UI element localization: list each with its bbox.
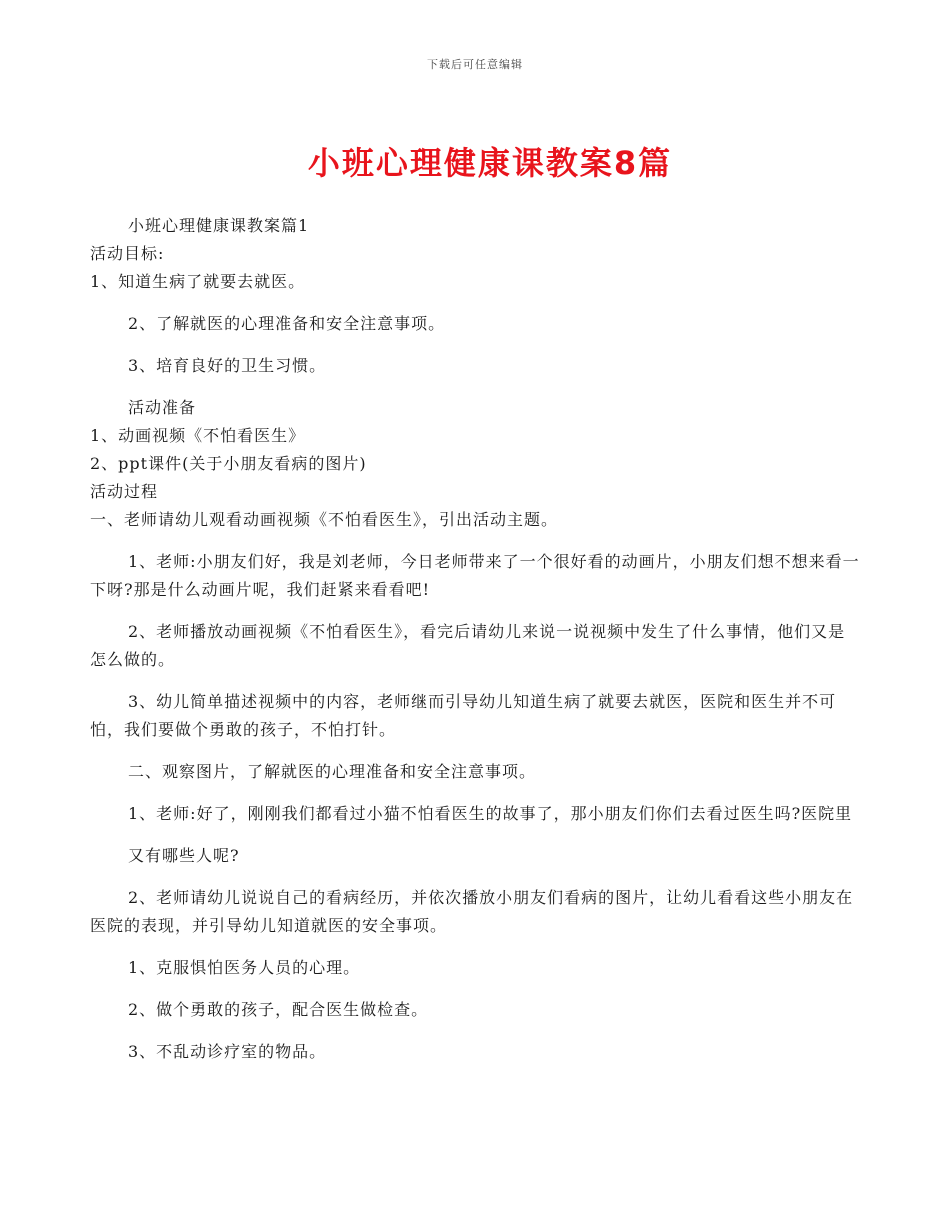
paragraph: 2、做个勇敢的孩子，配合医生做检查。 [128,1000,429,1019]
paragraph: 二、观察图片，了解就医的心理准备和安全注意事项。 [128,762,537,781]
section-heading: 小班心理健康课教案篇1 [128,216,310,235]
paragraph: 又有哪些人呢? [128,846,240,865]
paragraph: 活动过程 [90,482,159,501]
paragraph: 2、ppt课件(关于小朋友看病的图片) [90,454,367,473]
paragraph: 3、不乱动诊疗室的物品。 [128,1042,327,1061]
paragraph: 3、幼儿简单描述视频中的内容，老师继而引导幼儿知道生病了就要去就医，医院和医生并不可怕，我们要做个勇敢的孩子，不怕打针。 [90,692,837,739]
document-body [90,212,862,1066]
paragraph: 活动目标: [90,244,165,263]
header-note: 下载后可任意编辑 [427,58,523,71]
paragraph: 2、老师请幼儿说说自己的看病经历，并依次播放小朋友们看病的图片，让幼儿看看这些小朋友在医院的表现，并引导幼儿知道就医的安全事项。 [90,888,854,935]
paragraph: 1、知道生病了就要去就医。 [90,272,306,291]
paragraph: 活动准备 [128,398,197,417]
paragraph: 1、老师:好了，刚刚我们都看过小猫不怕看医生的故事了，那小朋友们你们去看过医生吗?医院里 [128,804,853,823]
paragraph: 1、老师:小朋友们好，我是刘老师，今日老师带来了一个很好看的动画片，小朋友们想不想来看一下呀?那是什么动画片呢，我们赶紧来看看吧! [90,552,860,599]
paragraph: 2、老师播放动画视频《不怕看医生》，看完后请幼儿来说一说视频中发生了什么事情，他们又是怎么做的。 [90,622,846,669]
paragraph: 1、克服惧怕医务人员的心理。 [128,958,361,977]
paragraph: 2、了解就医的心理准备和安全注意事项。 [128,314,446,333]
paragraph: 3、培育良好的卫生习惯。 [128,356,327,375]
document-title: 小班心理健康课教案8篇 [307,144,673,182]
paragraph: 1、动画视频《不怕看医生》 [90,426,306,445]
paragraph: 一、老师请幼儿观看动画视频《不怕看医生》，引出活动主题。 [90,510,559,529]
